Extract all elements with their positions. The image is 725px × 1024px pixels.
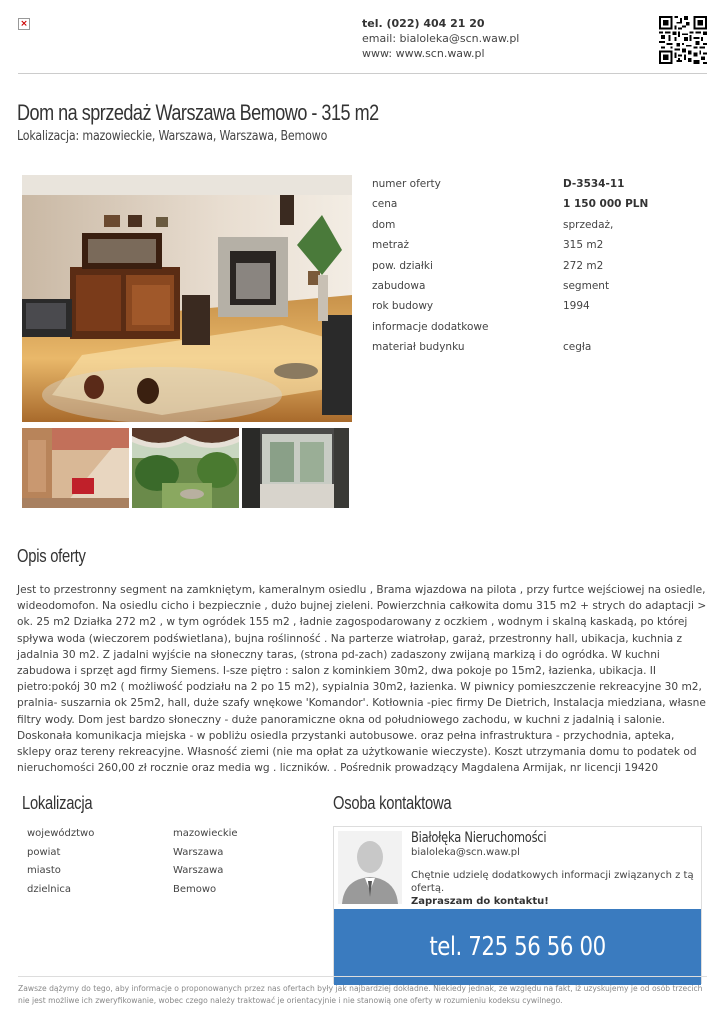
param-row [372,341,648,361]
param-value: segment [563,279,610,292]
thumbnail-staircase[interactable] [22,428,129,508]
agent-note-text: Chętnie udzielę dodatkowych informacji związanych z tą ofertą. [411,870,694,894]
header-phone: tel. (022) 404 21 20 [362,17,485,30]
location-key: powiat [27,846,61,858]
footer-divider [18,976,707,977]
location-heading: Lokalizacja [22,793,93,813]
description-text: Jest to przestronny segment na zamkniętym, kameralnym osiedlu , Brama wjazdowa na pilota , przy furtce wejściowej na osiedle, wideodomofon. Na osiedlu cicho i bezpiecznie , dużo bujnej zieleni. Powierzchnia całkowita domu 315 m2 + strych do adaptacji > ok. 25 m2 Działka 272 m2 , w tym ogródek 155 m2 , ładnie zagospodarowany z oczkiem , wodnym i skalną kaskadą, po której spływa woda (wieczorem podświetlana), bujna roślinność . Na parterze wiatrołap, garaż, przestronny hall, ubikacja, kuchnia z jadalnia 30 m2. Z jadalni wyjście na słoneczny taras, (strona pd-zach) zadaszony zwijaną markizą i do ogródka. W kuchni zabudowa i sprzęt agd firmy Siemens. I-sze piętro : salon z kominkiem 30m2, dwa pokoje po 15m2, łazienka, ubikacja. II pietro:pokój 30 m2 ( możliwość podziału na 2 po 15 m2), sypialnia 30m2, łazienka. W piwnicy pomieszczenie rekreacyjne 30 m2, pralnia- suszarnia ok 25m2, hall, duże szafy wnękowe 'Komandor'. Kotłownia -piec firmy De Dietrich, Instalacja miedziana, własne filtry wody. Dom jest bardzo słoneczny - duże panoramiczne okna od południowego zachodu, w kuchni z jadalnią i salonie. Doskonała komunikacja miejska - w pobliżu osiedla przystanki autobusowe. oraz pełna infrastruktura - przychodnia, apteka, sklepy oraz tereny rekreacyjne. Własność ziemi (nie ma opłat za użytkowanie wieczyste). Koszt utrzymania domu to podatek od nieruchomości 260,00 zł rocznie oraz media wg . liczników. . Pośrednik prowadzący Magdalena Armijak, nr licencji 19420 [17,584,707,775]
location-key: województwo [27,828,95,839]
param-key: materiał budynku [372,341,465,354]
param-value: D-3534-11 [563,178,625,190]
header-email[interactable]: email: bialoleka@scn.waw.pl [362,32,520,45]
location-table [27,828,238,902]
agent-note-cta: Zapraszam do kontaktu! [411,896,549,907]
location-row [27,847,238,866]
param-row [372,260,648,280]
contact-heading: Osoba kontaktowa [333,793,452,813]
location-value: Bemowo [173,883,217,895]
broken-logo-icon: × [18,18,30,30]
header-www[interactable]: www: www.scn.waw.pl [362,47,485,60]
location-key: miasto [27,865,61,877]
thumbnail-garden[interactable] [132,428,239,508]
param-row [372,300,648,320]
param-row [372,178,648,198]
agent-phone[interactable]: tel. 725 56 56 00 [429,932,606,962]
location-row [27,865,238,884]
param-value: 315 m2 [563,239,604,252]
param-key: numer oferty [372,178,441,190]
location-row [27,828,238,847]
contact-card [333,826,702,984]
param-row [372,239,648,259]
footer-disclaimer: Zawsze dążymy do tego, aby informacje o proponowanych przez nas ofertach były jak najbardziej dokładne. Niekiedy jednak, ze względu na fakt, iż uzyskujemy je od osób trzecich nie jest możliwe ich zweryfikowanie, wobec czego należy traktować je orientacyjnie i nie stanowią one oferty w rozumieniu kodeksu cywilnego. [18,984,703,1005]
location-value: Warszawa [173,846,224,858]
param-key: cena [372,198,398,211]
agent-name: Białołęka Nieruchomości [411,830,547,846]
agent-email[interactable]: bialoleka@scn.waw.pl [411,847,520,858]
listing-title: Dom na sprzedaż Warszawa Bemowo - 315 m2 [17,100,379,125]
param-key: dom [372,218,396,231]
agent-avatar [338,831,402,904]
param-key: metraż [372,239,410,252]
param-row [372,219,648,239]
location-value: Warszawa [173,865,224,877]
param-row [372,321,648,341]
param-key: zabudowa [372,279,426,292]
param-row [372,280,648,300]
agent-phone-bar[interactable] [334,909,701,985]
param-value: sprzedaż, [563,218,614,231]
param-key: pow. działki [372,259,433,272]
agent-note [411,869,701,908]
location-value: mazowieckie [173,828,238,839]
listing-location-line: Lokalizacja: mazowieckie, Warszawa, Warszawa, Bemowo [17,129,328,144]
param-key: rok budowy [372,300,434,313]
param-value: 272 m2 [563,259,604,272]
header-contact [362,16,519,61]
main-photo[interactable] [22,175,352,422]
param-row [372,198,648,218]
param-value: cegła [563,341,592,354]
header-divider [18,73,707,74]
description-heading: Opis oferty [17,546,86,566]
param-key: informacje dodatkowe [372,320,489,333]
thumbnail-terrace[interactable] [242,428,349,508]
param-value: 1994 [563,300,590,313]
property-params [372,178,648,362]
location-row [27,884,238,903]
param-value: 1 150 000 PLN [563,198,649,211]
qr-code-icon [659,16,707,64]
location-key: dzielnica [27,883,72,895]
